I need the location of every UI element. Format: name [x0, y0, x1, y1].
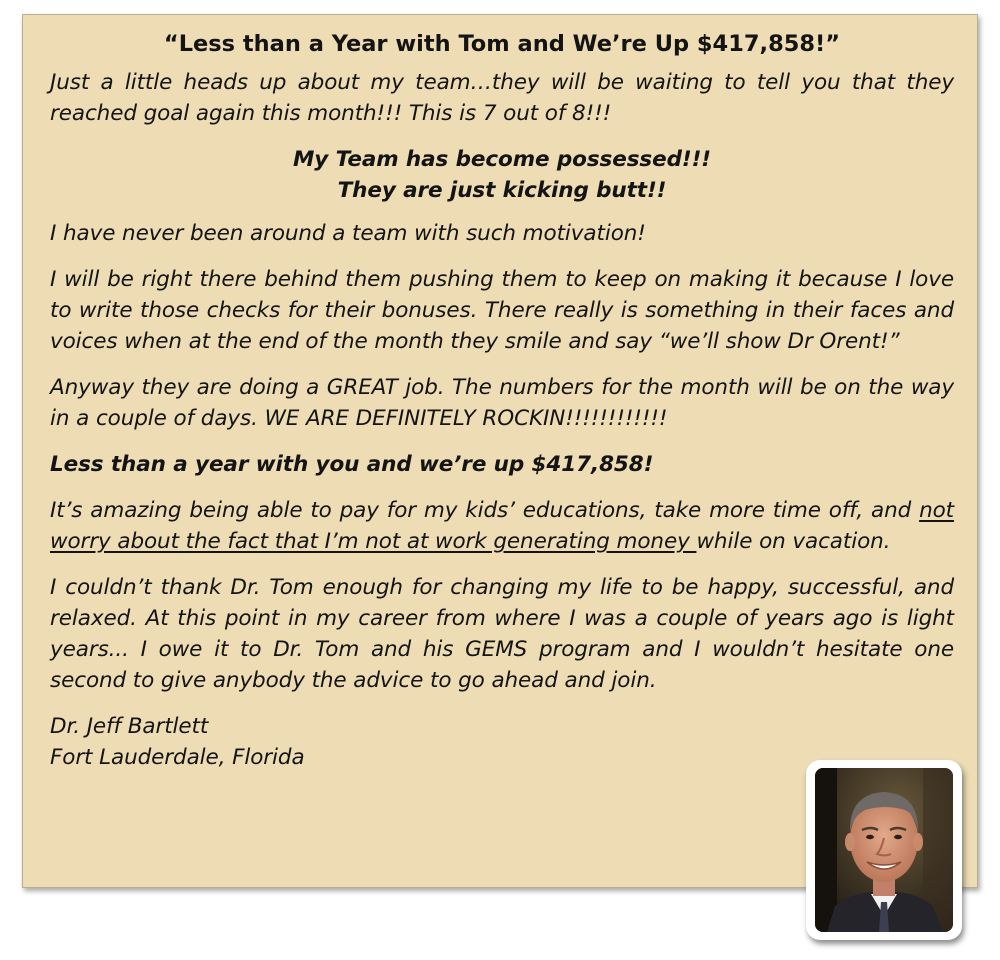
- paragraph-checks: I will be right there behind them pushing them to keep on making it because I love to write those checks for their bonuses. There really is something in their faces and voices when at the end of the month they smile and say “we’ll show Dr Orent!”: [50, 267, 954, 354]
- underlined-phrase: not worry about the fact that I’m not at work generating money: [50, 498, 954, 554]
- portrait-illustration: [815, 768, 953, 932]
- paragraph-motivation: I have never been around a team with such motivation!: [50, 221, 646, 246]
- testimonial-card: [22, 14, 978, 888]
- paragraph-heads-up: Just a little heads up about my team…they will be waiting to tell you that they reached goal again this month!!! This is 7 out of 8!!!: [50, 70, 954, 126]
- portrait-frame: [806, 760, 962, 940]
- signature-location: Fort Lauderdale, Florida: [50, 745, 305, 770]
- signature-name: Dr. Jeff Bartlett: [50, 714, 209, 739]
- paragraph-amazing: [50, 495, 954, 557]
- team-possessed-line: My Team has become possessed!!!: [292, 147, 712, 172]
- paragraph-great-job: Anyway they are doing a GREAT job. The numbers for the month will be on the way in a couple of days. WE ARE DEFINITELY ROCKIN!!!!!!!!!!!!: [50, 375, 954, 431]
- testimonial-content: [50, 29, 954, 773]
- portrait-photo: [815, 768, 953, 932]
- testimonial-title: “Less than a Year with Tom and We’re Up $417,858!”: [163, 31, 841, 57]
- paragraph-up-amount: Less than a year with you and we’re up $417,858!: [50, 452, 654, 477]
- amazing-text-end: while on vacation.: [696, 529, 891, 554]
- kicking-butt-line: They are just kicking butt!!: [337, 178, 667, 203]
- amazing-text-start: It’s amazing being able to pay for my kids’ educations, take more time off, and: [50, 498, 920, 523]
- paragraph-thanks: I couldn’t thank Dr. Tom enough for changing my life to be happy, successful, and relaxed. At this point in my career from where I was a couple of years ago is light years... I owe it to Dr. Tom and his GEMS program and I wouldn’t hesitate one second to give anybody the advice to go ahead and join.: [50, 575, 954, 693]
- paragraph-team-possessed: [50, 144, 954, 206]
